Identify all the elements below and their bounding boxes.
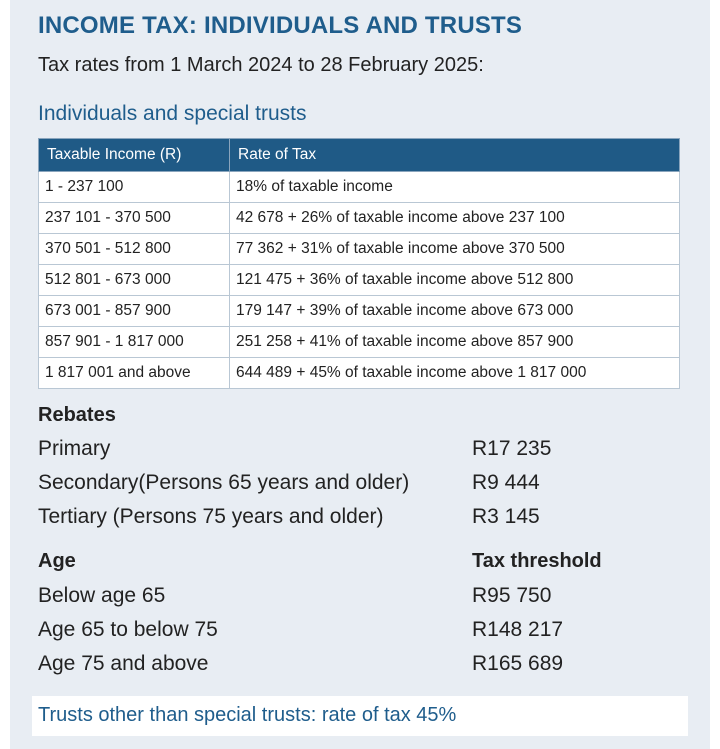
page-subtitle: Tax rates from 1 March 2024 to 28 February 2025: <box>38 54 484 76</box>
rate-of-tax-cell: 42 678 + 26% of taxable income above 237 100 <box>230 203 680 234</box>
column-header-rate-of-tax: Rate of Tax <box>230 139 680 172</box>
taxable-income-cell: 857 901 - 1 817 000 <box>39 327 230 358</box>
rate-of-tax-cell: 179 147 + 39% of taxable income above 673 000 <box>230 296 680 327</box>
threshold-label-below-65: Below age 65 <box>38 584 166 607</box>
tax-threshold-heading: Tax threshold <box>472 550 602 572</box>
rebate-value-secondary: R9 444 <box>472 471 540 494</box>
tax-rates-table <box>38 138 680 389</box>
age-heading: Age <box>38 550 76 572</box>
table-row <box>39 203 680 234</box>
rebates-heading: Rebates <box>38 404 116 426</box>
threshold-label-75-and-above: Age 75 and above <box>38 652 209 675</box>
trusts-note-bar <box>32 696 688 736</box>
taxable-income-cell: 1 - 237 100 <box>39 172 230 203</box>
section-heading-individuals: Individuals and special trusts <box>38 102 307 125</box>
taxable-income-cell: 673 001 - 857 900 <box>39 296 230 327</box>
table-row <box>39 265 680 296</box>
table-row <box>39 327 680 358</box>
taxable-income-cell: 512 801 - 673 000 <box>39 265 230 296</box>
threshold-value-65-to-75: R148 217 <box>472 618 564 641</box>
table-row <box>39 358 680 389</box>
rate-of-tax-cell: 121 475 + 36% of taxable income above 512 800 <box>230 265 680 296</box>
rate-of-tax-cell: 18% of taxable income <box>230 172 680 203</box>
rate-of-tax-cell: 251 258 + 41% of taxable income above 857 900 <box>230 327 680 358</box>
rebate-label-tertiary: Tertiary (Persons 75 years and older) <box>38 505 384 528</box>
taxable-income-cell: 1 817 001 and above <box>39 358 230 389</box>
table-row <box>39 234 680 265</box>
rebate-label-secondary: Secondary(Persons 65 years and older) <box>38 471 410 494</box>
rate-of-tax-cell: 644 489 + 45% of taxable income above 1 817 000 <box>230 358 680 389</box>
taxable-income-cell: 370 501 - 512 800 <box>39 234 230 265</box>
column-header-taxable-income: Taxable Income (R) <box>39 139 230 172</box>
threshold-value-below-65: R95 750 <box>472 584 552 607</box>
rebate-label-primary: Primary <box>38 437 111 460</box>
rate-of-tax-cell: 77 362 + 31% of taxable income above 370 500 <box>230 234 680 265</box>
table-header-row <box>39 139 680 172</box>
trusts-note: Trusts other than special trusts: rate of tax 45% <box>38 704 457 726</box>
threshold-value-75-and-above: R165 689 <box>472 652 564 675</box>
table-row <box>39 172 680 203</box>
rebate-value-primary: R17 235 <box>472 437 552 460</box>
rebate-value-tertiary: R3 145 <box>472 505 540 528</box>
taxable-income-cell: 237 101 - 370 500 <box>39 203 230 234</box>
page-title: INCOME TAX: INDIVIDUALS AND TRUSTS <box>38 12 523 39</box>
threshold-label-65-to-75: Age 65 to below 75 <box>38 618 218 641</box>
table-row <box>39 296 680 327</box>
